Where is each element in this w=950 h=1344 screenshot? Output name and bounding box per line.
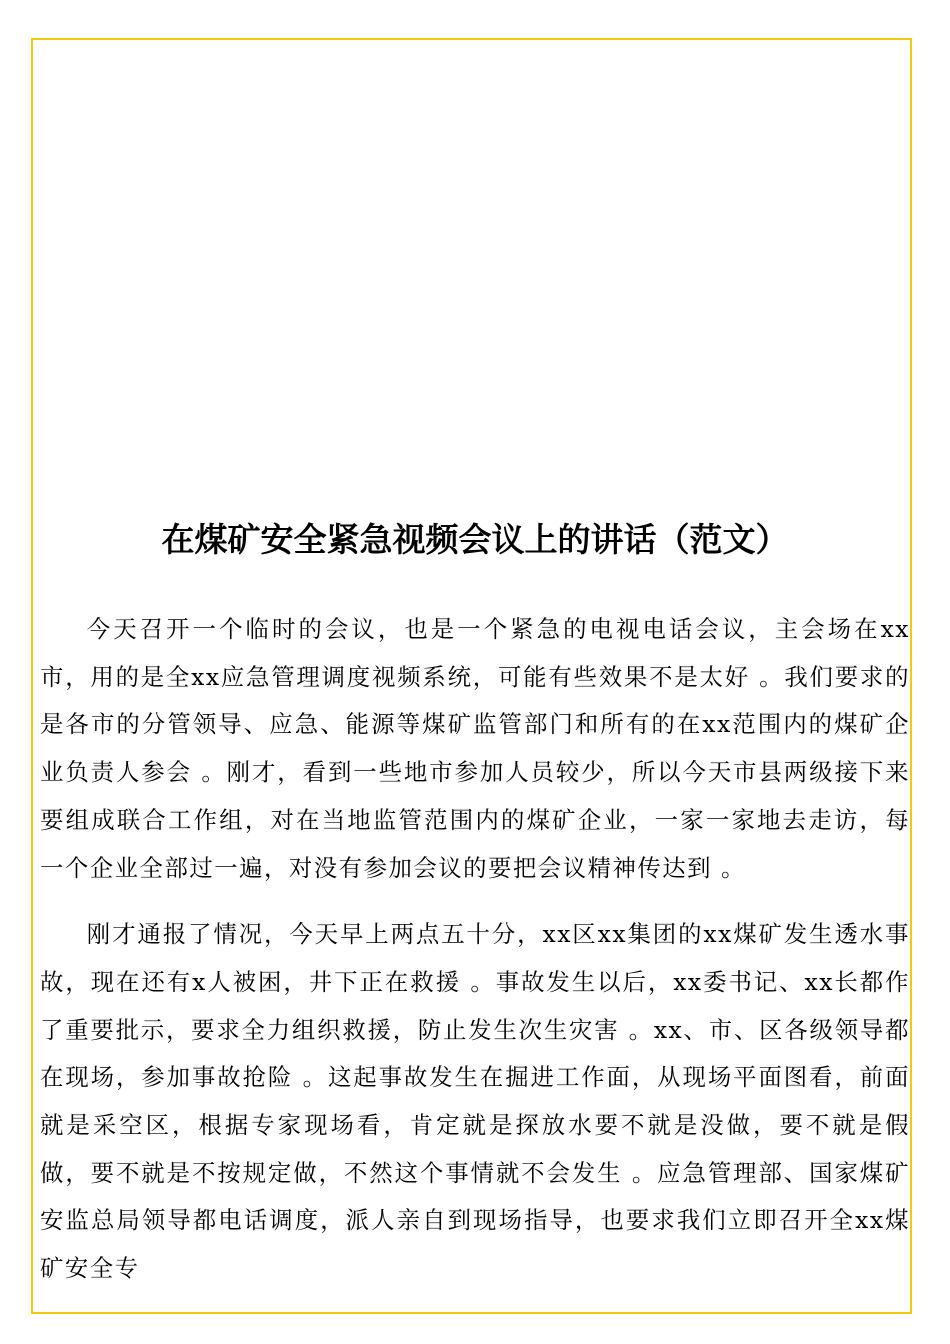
document-body [40,606,910,1293]
paragraph: 刚才通报了情况，今天早上两点五十分，xx区xx集团的xx煤矿发生透水事故，现在还有x人被困，井下正在救援 。事故发生以后，xx委书记、xx长都作了重要批示，要求全力组织救援，防止发生次生灾害 。xx、市、区各级领导都在现场，参加事故抢险 。这起事故发生在掘进工作面，从现场平面图看，前面就是采空区，根据专家现场看，肯定就是探放水要不就是没做，要不就是假做，要不就是不按规定做，不然这个事情就不会发生 。应急管理部、国家煤矿安监总局领导都电话调度，派人亲自到现场指导，也要求我们立即召开全xx煤矿安全专 [40,920,910,1283]
document-title: 在煤矿安全紧急视频会议上的讲话（范文） [161,520,789,560]
paragraph: 今天召开一个临时的会议，也是一个紧急的电视电话会议，主会场在xx市，用的是全xx应急管理调度视频系统，可能有些效果不是太好 。我们要求的是各市的分管领导、应急、能源等煤矿监管部门和所有的在xx范围内的煤矿企业负责人参会 。刚才，看到一些地市参加人员较少，所以今天市县两级接下来要组成联合工作组，对在当地监管范围内的煤矿企业，一家一家地去走访，每一个企业全部过一遍，对没有参加会议的要把会议精神传达到 。 [40,615,910,882]
